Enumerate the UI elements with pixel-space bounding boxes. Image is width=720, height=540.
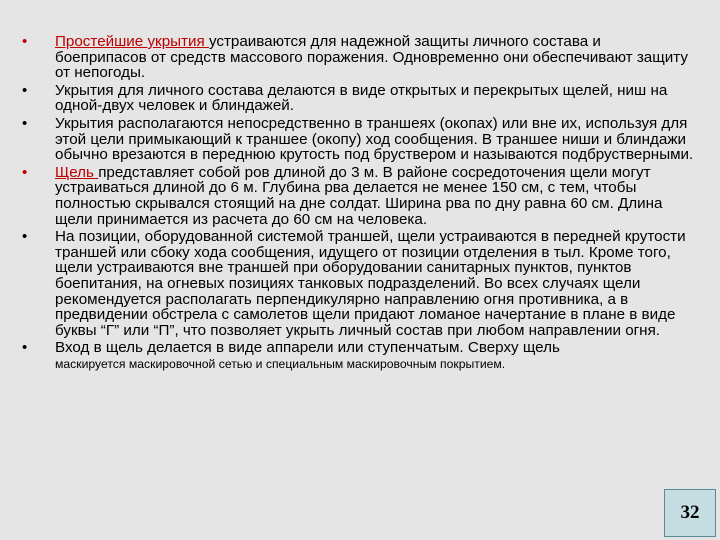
bullet-marker: • bbox=[22, 339, 28, 357]
bullet-list bbox=[22, 34, 694, 374]
bullet-text: устраиваются для надежной защиты личного состава и боеприпасов от средств массового поражения. Одновременно они обеспечивают защиту от непогоды. bbox=[55, 33, 688, 82]
page-number: 32 bbox=[664, 489, 716, 537]
bullet-item bbox=[22, 34, 694, 81]
bullet-marker: • bbox=[22, 114, 28, 132]
bullet-item bbox=[22, 83, 694, 114]
bullet-marker: • bbox=[22, 33, 28, 50]
bullet-item bbox=[22, 340, 694, 372]
bullet-text: Укрытия располагаются непосредственно в траншеях (окопах) или вне их, используя для этой цели примыкающий к траншее (окопу) ход сообщения. В траншее ниши и блиндажи обычно врезаются в переднюю крутость под бруствером и называются подбрустверными. bbox=[55, 114, 694, 164]
bullet-item bbox=[22, 116, 694, 163]
bullet-text: Укрытия для личного состава делаются в виде открытых и перекрытых щелей, ниш на одной-двух человек и блиндажей. bbox=[55, 81, 668, 115]
bullet-item bbox=[22, 165, 694, 227]
bullet-text: На позиции, оборудованной системой траншей, щели устраиваются в передней крутости траншей или сбоку хода сообщения, идущего от позиции отделения в тыл. Кроме того, щели устраиваются вне траншей при оборудовании санитарных пунктов, пунктов боепитания, на огневых позициях танковых подразделений. Во всех случаях щели рекомендуется располагать перпендикулярно направлению огня противника, а в предвидении обстрела с самолетов щели придают ломаное начертание в плане в виде буквы “Г” или “П”, что позволяет укрыть личный состав при любом направлении огня. bbox=[55, 228, 686, 339]
bullet-text-small: маскируется маскировочной сетью и специальным маскировочным покрытием. bbox=[55, 356, 506, 371]
bullet-marker: • bbox=[22, 81, 28, 99]
bullet-item bbox=[22, 229, 694, 338]
bullet-marker: • bbox=[22, 163, 28, 181]
bullet-marker: • bbox=[22, 228, 28, 246]
term-highlight: Простейшие укрытия bbox=[55, 33, 209, 50]
bullet-text: Вход в щель делается в виде аппарели или ступенчатым. Сверху щель bbox=[55, 339, 560, 357]
term-highlight: Щель bbox=[55, 163, 99, 181]
bullet-text: представляет собой ров длиной до 3 м. В районе сосредоточения щели могут устраиваться длиной до 6 м. Глубина рва делается не менее 150 см, с тем, чтобы полностью скрывался стоящий на дне солдат. Ширина рва по дну равна 60 см. Длина щели принимается из расчета до 60 см на человека. bbox=[55, 163, 663, 228]
